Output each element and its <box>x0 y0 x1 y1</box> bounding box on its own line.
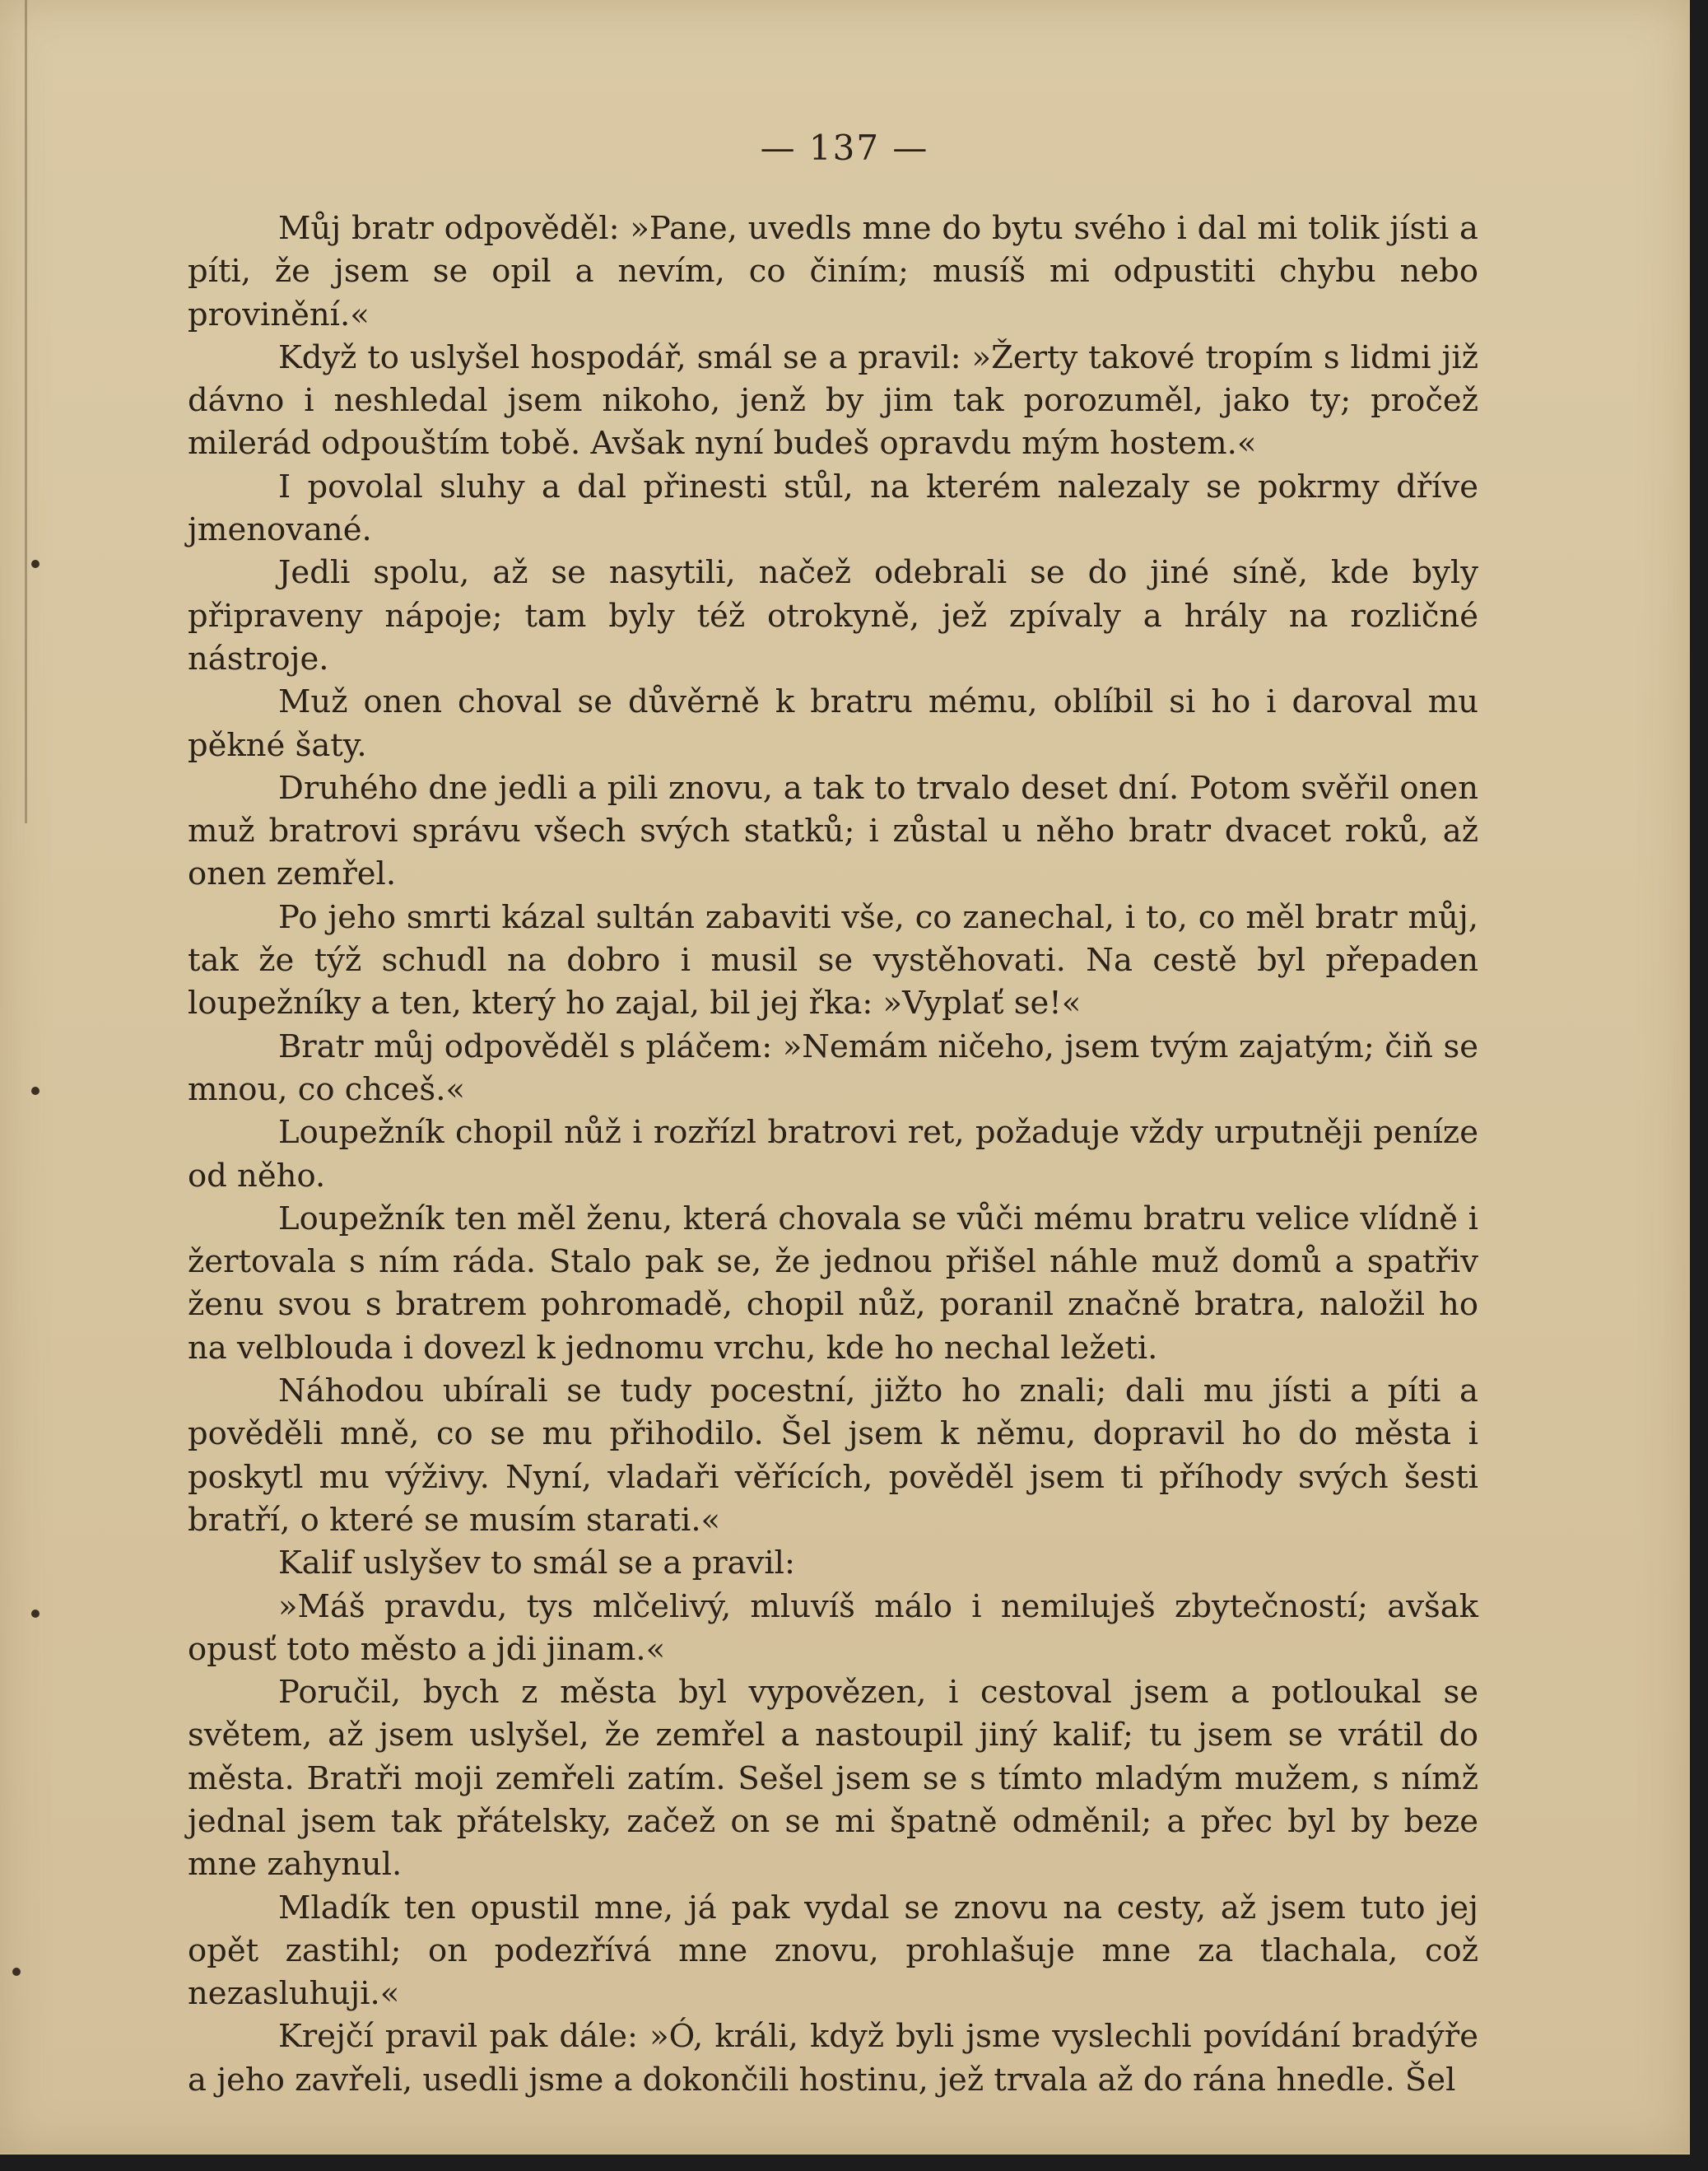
paragraph: Jedli spolu, až se nasytili, načež odebrali se do jiné síně, kde byly připraveny nápoje; tam byly též otrokyně, jež zpívaly a hrály na rozličné nástroje. <box>188 554 1478 678</box>
paragraph: Mladík ten opustil mne, já pak vydal se znovu na cesty, až jsem tuto jej opět zastihl; on podezřívá mne znovu, prohlašuje mne za tlachala, což nezasluhuji.« <box>188 1889 1478 2013</box>
paragraph: Loupežník chopil nůž i rozřízl bratrovi ret, požaduje vždy urputněji peníze od něho. <box>188 1114 1478 1195</box>
margin-mark <box>31 1610 40 1618</box>
body-text <box>188 207 1478 2102</box>
paragraph: »Máš pravdu, tys mlčelivý, mluvíš málo i nemiluješ zbytečností; avšak opusť toto město a jdi jinam.« <box>188 1587 1478 1668</box>
paragraph: Po jeho smrti kázal sultán zabaviti vše, co zanechal, i to, co měl bratr můj, tak že týž schudl na dobro i musil se vystěhovati. Na cestě byl přepaden loupežníky a ten, který ho zajal, bil jej řka: »Vyplať se!« <box>188 898 1478 1023</box>
paragraph: Můj bratr odpověděl: »Pane, uvedls mne do bytu svého i dal mi tolik jísti a píti, že jsem se opil a nevím, co činím; musíš mi odpustiti chybu nebo provinění.« <box>188 210 1478 333</box>
paragraph: Druhého dne jedli a pili znovu, a tak to trvalo deset dní. Potom svěřil onen muž bratrovi správu všech svých statků; i zůstal u něho bratr dvacet roků, až onen zemřel. <box>188 769 1478 893</box>
paragraph: Náhodou ubírali se tudy pocestní, jižto ho znali; dali mu jísti a píti a pověděli mně, co se mu přihodilo. Šel jsem k němu, dopravil ho do města i poskytl mu výživy. Nyní, vladaři věřících, pověděl jsem ti příhody svých šesti bratří, o které se musím starati.« <box>188 1372 1478 1539</box>
paragraph: Poručil, bych z města byl vypovězen, i cestoval jsem a potloukal se světem, až jsem uslyšel, že zemřel a nastoupil jiný kalif; tu jsem se vrátil do města. Bratři moji zemřeli zatím. Sešel jsem se s tímto mladým mužem, s nímž jednal jsem tak přátelsky, začež on se mi špatně odměnil; a přec byl by beze mne zahynul. <box>188 1674 1478 1884</box>
margin-mark <box>31 560 40 568</box>
paragraph: Loupežník ten měl ženu, která chovala se vůči mému bratru velice vlídně i žertovala s ním ráda. Stalo pak se, že jednou přišel náhle muž domů a spatřiv ženu svou s bratrem pohromadě, chopil nůž, poranil značně bratra, naložil ho na velblouda i dovezl k jednomu vrchu, kde ho nechal ležeti. <box>188 1200 1478 1367</box>
scan-edge-right <box>1690 0 1708 2171</box>
paragraph: I povolal sluhy a dal přinesti stůl, na kterém nalezaly se pokrmy dříve jmenované. <box>188 468 1478 549</box>
paragraph: Kalif uslyšev to smál se a pravil: <box>278 1544 795 1582</box>
scan-edge-bottom <box>0 2155 1708 2171</box>
paragraph: Krejčí pravil pak dále: »Ó, králi, když byli jsme vyslechli povídání bradýře a jeho zavřeli, usedli jsme a dokončili hostinu, jež trvala až do rána hnedle. Šel <box>188 2018 1478 2099</box>
page-number: — 137 — <box>760 128 929 168</box>
paragraph: Když to uslyšel hospodář, smál se a pravil: »Žerty takové tropím s lidmi již dávno i neshledal jsem nikoho, jenž by jim tak porozuměl, jako ty; pročež milerád odpouštím tobě. Avšak nyní budeš opravdu mým hostem.« <box>188 338 1478 463</box>
margin-mark <box>31 1087 40 1095</box>
margin-mark <box>12 1968 21 1976</box>
paragraph: Bratr můj odpověděl s pláčem: »Nemám ničeho, jsem tvým zajatým; čiň se mnou, co chceš.« <box>188 1027 1478 1108</box>
binding-shadow <box>25 0 27 823</box>
paragraph: Muž onen choval se důvěrně k bratru mému, oblíbil si ho i daroval mu pěkné šaty. <box>188 683 1478 764</box>
